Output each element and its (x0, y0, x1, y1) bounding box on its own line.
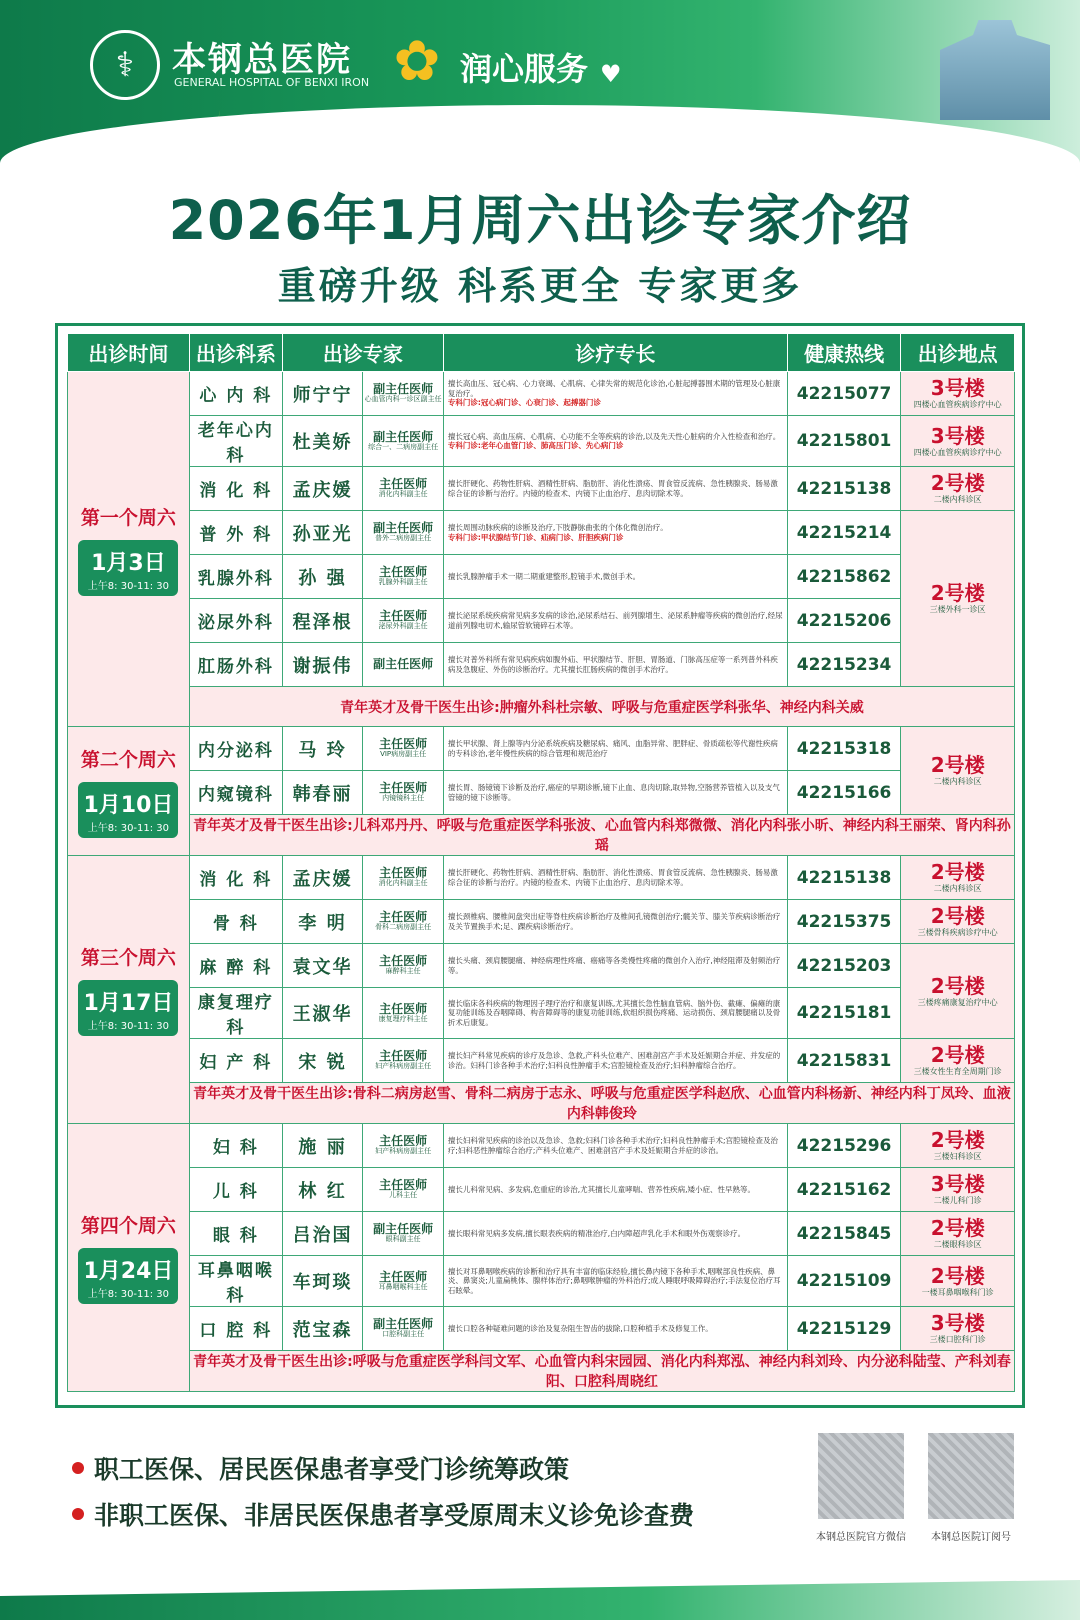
doctor-position: 妇产科病房副主任 (375, 1147, 432, 1156)
week-label: 第二个周六 (80, 748, 176, 771)
table-row (68, 944, 1015, 988)
youth-doctors-cell: 青年英才及骨干医生出诊:呼吸与危重症医学科闫文军、心血管内科宋园园、消化内科郑泓、神经内科刘玲、内分泌科陆莹、产科刘春阳、口腔科周晓红 (189, 1351, 1014, 1392)
specialty-cell (443, 900, 787, 944)
specialty-cell (443, 467, 787, 511)
doctor-title-cell (363, 511, 444, 555)
department-cell: 消 化 科 (189, 467, 282, 511)
specialty-cell (443, 372, 787, 416)
phone-cell: 42215181 (787, 988, 901, 1039)
doctor-name-cell: 吕治国 (282, 1212, 363, 1256)
specialty-text: 擅长泌尿系统疾病常见病多发病的诊治,泌尿系结石、前列腺增生、泌尿系肿瘤等疾病的微创治疗,经尿道前列腺电切术,输尿管软镜碎石术等。 (447, 611, 783, 630)
location-cell (901, 416, 1015, 467)
location-floor: 三楼口腔科门诊 (929, 1335, 986, 1344)
column-header: 出诊地点 (901, 334, 1015, 372)
table-row (68, 1212, 1015, 1256)
phone-cell: 42215138 (787, 467, 901, 511)
doctor-title: 副主任医师 (373, 521, 434, 536)
specialty-cell (443, 1307, 787, 1351)
table-row (68, 1124, 1015, 1168)
policy-bullets (72, 1450, 694, 1542)
location-building: 2号楼 (930, 860, 985, 884)
date-badge (78, 980, 178, 1036)
youth-row (68, 1083, 1015, 1124)
department-cell: 心 内 科 (189, 372, 282, 416)
phone-cell: 42215375 (787, 900, 901, 944)
location-cell (901, 511, 1015, 687)
phone-cell: 42215296 (787, 1124, 901, 1168)
doctor-title: 主任医师 (379, 954, 428, 969)
hospital-logo: ⚕ (90, 30, 160, 100)
location-building: 3号楼 (930, 1172, 985, 1196)
policy-text: 职工医保、居民医保患者享受门诊统筹政策 (94, 1455, 570, 1484)
location-floor: 四楼心血管疾病诊疗中心 (913, 400, 1002, 409)
specialty-cell (443, 599, 787, 643)
specialty-cell (443, 771, 787, 815)
doctor-name-cell: 杜美娇 (282, 416, 363, 467)
phone-cell: 42215214 (787, 511, 901, 555)
specialty-cell (443, 555, 787, 599)
location-cell (901, 727, 1015, 815)
doctor-title-cell (363, 599, 444, 643)
doctor-title: 主任医师 (379, 1001, 428, 1016)
phone-cell: 42215831 (787, 1039, 901, 1083)
doctor-name-cell: 谢振伟 (282, 643, 363, 687)
date-badge (78, 540, 178, 596)
time-text: 上午8: 30-11: 30 (87, 1021, 170, 1032)
table-row (68, 1039, 1015, 1083)
week-label: 第三个周六 (80, 947, 176, 969)
date-text: 1月3日 (91, 550, 166, 576)
policy-bullet (72, 1450, 694, 1486)
doctor-title-cell (363, 727, 444, 771)
column-header: 出诊时间 (68, 334, 190, 372)
youth-row (68, 687, 1015, 727)
doctor-title-cell (363, 1212, 444, 1256)
phone-cell: 42215845 (787, 1212, 901, 1256)
specialty-text: 擅长头痛、颈肩腰腿痛、神经病理性疼痛、癌痛等各类慢性疼痛的微创介入治疗,神经阻滞及射频治疗等。 (447, 956, 781, 975)
location-floor: 三楼骨科疾病诊疗中心 (917, 928, 998, 937)
specialty-cell (443, 1212, 787, 1256)
doctor-title: 主任医师 (379, 781, 428, 796)
location-building: 2号楼 (930, 753, 985, 777)
table-row (68, 511, 1015, 555)
phone-cell: 42215129 (787, 1307, 901, 1351)
location-building: 2号楼 (930, 904, 985, 928)
policy-text: 非职工医保、非居民医保患者享受原周末义诊免诊查费 (94, 1501, 695, 1530)
location-cell (901, 1168, 1015, 1212)
location-floor: 三楼疼痛康复治疗中心 (917, 997, 998, 1007)
column-header: 出诊科系 (189, 334, 282, 372)
department-cell: 眼 科 (189, 1212, 282, 1256)
doctor-name-cell: 韩春丽 (282, 771, 363, 815)
specialty-cell (443, 1039, 787, 1083)
specialty-text: 擅长口腔各种疑难问题的诊治及复杂阻生智齿的拔除,口腔种植手术及修复工作。 (447, 1323, 713, 1333)
department-cell: 骨 科 (189, 900, 282, 944)
qr-label: 本钢总医院订阅号 (931, 1532, 1011, 1543)
youth-doctors-cell: 青年英才及骨干医生出诊:儿科邓丹丹、呼吸与危重症医学科张波、心血管内科郑微微、消化内科张小昕、神经内科王丽荣、肾内科孙瑶 (189, 815, 1014, 856)
department-cell: 耳鼻咽喉科 (189, 1256, 282, 1307)
table-row (68, 900, 1015, 944)
specialty-text: 擅长对普外科所有常见病疾病如腹外疝、甲状腺结节、肝胆、胃肠道、门脉高压症等一系列普外科疾病及急腹症、外伤的诊断治疗。尤其擅长肛肠疾病的微创手术治疗。 (447, 655, 778, 674)
location-cell (901, 1212, 1015, 1256)
doctor-title: 主任医师 (379, 1269, 428, 1284)
specialty-cell (443, 416, 787, 467)
location-building: 3号楼 (930, 423, 985, 448)
bullet-dot-icon (72, 1462, 84, 1474)
table-row (68, 643, 1015, 687)
doctor-position: 骨科二病房副主任 (375, 923, 432, 932)
column-header: 出诊专家 (282, 334, 443, 372)
doctor-title: 主任医师 (379, 477, 428, 492)
table-row (68, 1256, 1015, 1307)
doctor-title-cell (363, 856, 444, 900)
specialty-text: 擅长临床各科疾病的物理因子理疗治疗和康复训练,尤其擅长急性脑血管病、脑外伤、截瘫、偏瘫的康复功能训练及吞咽障碍、构音障碍等的康复功能训练,软组织损伤疼痛、运动损伤、颈肩腰腿痛以及骨折术后康复。 (447, 998, 781, 1027)
department-cell: 麻 醉 科 (189, 944, 282, 988)
table-row (68, 988, 1015, 1039)
doctor-name-cell: 孟庆媛 (282, 467, 363, 511)
doctor-title-cell (363, 1124, 444, 1168)
specialty-text: 擅长儿科常见病、多发病,危重症的诊治,尤其擅长儿童哮喘、营养性疾病,矮小症、性早熟等。 (447, 1184, 756, 1194)
special-clinic-text: 专科门诊:冠心病门诊、心衰门诊、起搏器门诊 (447, 398, 601, 408)
doctor-name-cell: 程泽根 (282, 599, 363, 643)
doctor-title-cell (363, 555, 444, 599)
doctor-position: 康复理疗科主任 (378, 1014, 428, 1023)
specialty-cell (443, 511, 787, 555)
location-floor: 二楼儿科门诊 (933, 1196, 982, 1205)
doctor-title-cell (363, 416, 444, 467)
doctor-title: 副主任医师 (373, 429, 434, 444)
location-cell (901, 467, 1015, 511)
department-cell: 内窥镜科 (189, 771, 282, 815)
heart-icon: ♥ (600, 60, 622, 88)
table-row (68, 416, 1015, 467)
time-text: 上午8: 30-11: 30 (87, 580, 170, 592)
department-cell: 泌尿外科 (189, 599, 282, 643)
phone-cell: 42215109 (787, 1256, 901, 1307)
doctor-title: 主任医师 (379, 1049, 428, 1064)
hospital-en-name: GENERAL HOSPITAL OF BENXI IRON (174, 76, 370, 89)
table-row (68, 599, 1015, 643)
location-cell (901, 900, 1015, 944)
location-floor: 三楼妇科诊区 (933, 1152, 982, 1161)
table-row (68, 1168, 1015, 1212)
doctor-name-cell: 孟庆媛 (282, 856, 363, 900)
department-cell: 消 化 科 (189, 856, 282, 900)
phone-cell: 42215862 (787, 555, 901, 599)
department-cell: 康复理疗科 (189, 988, 282, 1039)
doctor-title: 主任医师 (379, 737, 428, 752)
doctor-position: 消化内科副主任 (378, 490, 428, 499)
location-building: 2号楼 (930, 471, 985, 495)
department-cell: 妇 科 (189, 1124, 282, 1168)
phone-cell: 42215077 (787, 372, 901, 416)
table-row (68, 372, 1015, 416)
location-floor: 二楼眼科诊区 (933, 1240, 982, 1249)
schedule-frame (55, 323, 1025, 1408)
specialty-cell (443, 1124, 787, 1168)
table-row (68, 856, 1015, 900)
location-floor: 四楼心血管疾病诊疗中心 (913, 447, 1002, 457)
doctor-title-cell (363, 1039, 444, 1083)
location-building: 3号楼 (930, 1311, 985, 1335)
date-text: 1月10日 (83, 792, 174, 818)
special-clinic-text: 专科门诊:甲状腺结节门诊、疝病门诊、肝胆疾病门诊 (447, 532, 624, 542)
youth-doctors-cell: 青年英才及骨干医生出诊:肿瘤外科杜宗敏、呼吸与危重症医学科张华、神经内科关威 (189, 687, 1014, 727)
location-building: 2号楼 (930, 581, 985, 605)
flower-logo-icon: ✿ (393, 28, 441, 94)
location-cell (901, 944, 1015, 1039)
week-date-cell (68, 856, 190, 1124)
location-floor: 一楼耳鼻咽喉科门诊 (921, 1287, 994, 1297)
location-cell (901, 372, 1015, 416)
specialty-text: 擅长肝硬化、药物性肝病、酒精性肝病、脂肪肝、消化性溃疡、胃食管反流病、急性胰腺炎、肠易激综合征的诊断与治疗。内镜的检查术、内镜下止血治疗、息肉切除术等。 (447, 868, 778, 887)
doctor-title: 副主任医师 (373, 382, 434, 397)
phone-cell: 42215801 (787, 416, 901, 467)
location-cell (901, 1124, 1015, 1168)
week-label: 第一个周六 (80, 506, 176, 529)
doctor-title-cell (363, 944, 444, 988)
specialty-text: 擅长高血压、冠心病、心力衰竭、心肌病、心律失常的规范化诊治,心脏起搏器围术期的管理及心脏康复治疗。 (447, 379, 781, 398)
department-cell: 儿 科 (189, 1168, 282, 1212)
location-building: 2号楼 (930, 973, 985, 998)
phone-cell: 42215166 (787, 771, 901, 815)
doctor-name-cell: 马 玲 (282, 727, 363, 771)
department-cell: 乳腺外科 (189, 555, 282, 599)
specialty-text: 擅长眼科常见病多发病,擅长眼表疾病的精准治疗,白内障超声乳化手术和眼外伤观察诊疗。 (447, 1228, 746, 1238)
doctor-position: 消化内科副主任 (378, 879, 428, 888)
doctor-position: 心血管内科一诊区副主任 (364, 395, 442, 404)
table-row (68, 555, 1015, 599)
week-label: 第四个周六 (80, 1215, 176, 1237)
department-cell: 妇 产 科 (189, 1039, 282, 1083)
week-date-cell (68, 1124, 190, 1392)
doctor-title: 主任医师 (379, 1178, 428, 1193)
doctor-title-cell (363, 1256, 444, 1307)
specialty-text: 擅长颈椎病、腰椎间盘突出症等脊柱疾病诊断治疗及椎间孔镜微创治疗;髋关节、膝关节疾病诊断治疗及关节置换手术;足、踝疾病诊断治疗。 (447, 912, 781, 931)
hospital-name: 本钢总医院 (172, 40, 352, 80)
location-floor: 二楼内科诊区 (933, 495, 982, 504)
table-row (68, 771, 1015, 815)
location-building: 3号楼 (930, 376, 985, 400)
doctor-position: 综合一、二病房副主任 (368, 442, 439, 451)
doctor-title: 主任医师 (379, 910, 428, 925)
column-header: 诊疗专长 (443, 334, 787, 372)
doctor-name-cell: 宋 锐 (282, 1039, 363, 1083)
schedule-table (67, 333, 1015, 1392)
specialty-cell (443, 1168, 787, 1212)
doctor-position: 耳鼻咽喉科主任 (378, 1282, 428, 1291)
doctor-position: 内镜镜科主任 (382, 794, 425, 803)
department-cell: 肛肠外科 (189, 643, 282, 687)
table-row (68, 1307, 1015, 1351)
location-floor: 二楼内科诊区 (933, 777, 982, 786)
time-text: 上午8: 30-11: 30 (87, 822, 170, 834)
location-building: 2号楼 (930, 1263, 985, 1288)
doctor-name-cell: 孙亚光 (282, 511, 363, 555)
doctor-name-cell: 王淑华 (282, 988, 363, 1039)
department-cell: 普 外 科 (189, 511, 282, 555)
specialty-cell (443, 727, 787, 771)
wechat-qr-code (818, 1433, 904, 1519)
page-subtitle: 重磅升级 科系更全 专家更多 (277, 264, 803, 308)
doctor-name-cell: 孙 强 (282, 555, 363, 599)
doctor-name-cell: 施 丽 (282, 1124, 363, 1168)
specialty-text: 擅长甲状腺、肾上腺等内分泌系统疾病及糖尿病、痛风、血脂异常、肥胖症、骨质疏松等代谢性疾病的专科诊治,老年慢性疾病的综合管理和规范治疗 (447, 739, 778, 758)
location-building: 2号楼 (930, 1043, 985, 1067)
location-floor: 三楼外科一诊区 (929, 605, 986, 614)
doctor-position: 麻醉科主任 (385, 967, 421, 976)
slogan: 润心服务 (460, 50, 589, 88)
doctor-position: 普外二病房副主任 (375, 534, 432, 543)
policy-bullet (72, 1496, 694, 1532)
doctor-title-cell (363, 771, 444, 815)
doctor-title-cell (363, 1168, 444, 1212)
date-badge (78, 1248, 178, 1304)
doctor-position: 儿科主任 (389, 1191, 418, 1200)
doctor-name-cell: 袁文华 (282, 944, 363, 988)
youth-row (68, 815, 1015, 856)
doctor-name-cell: 李 明 (282, 900, 363, 944)
phone-cell: 42215318 (787, 727, 901, 771)
specialty-cell (443, 856, 787, 900)
location-floor: 二楼内科诊区 (933, 884, 982, 893)
doctor-name-cell: 师宁宁 (282, 372, 363, 416)
page-title: 2026年1月周六出诊专家介绍 (168, 189, 912, 252)
doctor-title-cell (363, 372, 444, 416)
doctor-name-cell: 范宝森 (282, 1307, 363, 1351)
specialty-text: 擅长对耳鼻咽喉疾病的诊断和治疗具有丰富的临床经验,擅长鼻内镜下各种手术,咽喉部良性疾病、鼻炎、鼻窦炎;儿童扁桃体、腺样体治疗;鼻咽喉肿瘤的外科治疗;成人睡眠呼吸障碍治疗;手法复位治疗耳石眩晕。 (447, 1266, 781, 1295)
doctor-title: 主任医师 (379, 565, 428, 580)
phone-cell: 42215234 (787, 643, 901, 687)
doctor-position: 口腔科副主任 (382, 1330, 425, 1339)
footer-stripe (0, 1580, 1080, 1620)
doctor-title-cell (363, 988, 444, 1039)
date-text: 1月24日 (83, 1259, 174, 1284)
week-date-cell (68, 727, 190, 856)
location-floor: 三楼女性生育全周期门诊 (913, 1067, 1002, 1076)
phone-cell: 42215138 (787, 856, 901, 900)
specialty-cell (443, 944, 787, 988)
doctor-title: 主任医师 (379, 609, 428, 624)
column-header: 健康热线 (787, 334, 901, 372)
youth-doctors-cell: 青年英才及骨干医生出诊:骨科二病房赵雪、骨科二病房于志永、呼吸与危重症医学科赵欣、心血管内科杨新、神经内科丁凤玲、血液内科韩俊玲 (189, 1083, 1014, 1124)
department-cell: 老年心内科 (189, 416, 282, 467)
specialty-cell (443, 988, 787, 1039)
date-text: 1月17日 (83, 991, 174, 1016)
specialty-cell (443, 643, 787, 687)
doctor-title-cell (363, 900, 444, 944)
date-badge (78, 782, 178, 838)
specialty-text: 擅长周围动脉疾病的诊断及治疗,下肢静脉曲张的个体化微创治疗。 (447, 523, 668, 533)
special-clinic-text: 专科门诊:老年心血管门诊、肺高压门诊、先心病门诊 (447, 441, 624, 450)
doctor-name-cell: 林 红 (282, 1168, 363, 1212)
hospital-building-image (940, 20, 1050, 120)
phone-cell: 42215162 (787, 1168, 901, 1212)
specialty-text: 擅长乳腺肿瘤手术一期二期重建整形,腔镜手术,微创手术。 (447, 571, 641, 581)
specialty-cell (443, 1256, 787, 1307)
doctor-title: 主任医师 (379, 1134, 428, 1149)
week-date-cell (68, 372, 190, 727)
doctor-position: VIP病房副主任 (380, 750, 427, 759)
phone-cell: 42215206 (787, 599, 901, 643)
table-header-row (68, 334, 1015, 372)
doctor-title: 副主任医师 (373, 656, 434, 671)
location-cell (901, 856, 1015, 900)
doctor-title: 主任医师 (379, 866, 428, 881)
location-cell (901, 1256, 1015, 1307)
specialty-text: 擅长妇科常见疾病的诊治以及急诊、急救;妇科门诊各种手术治疗;妇科良性肿瘤手术;宫腔镜检查及治疗;妇科恶性肿瘤综合治疗;产科头位难产、困难剖宫产手术及妊娠期合并症的诊治。 (447, 1136, 778, 1155)
doctor-title-cell (363, 1307, 444, 1351)
youth-row (68, 1351, 1015, 1392)
doctor-title-cell (363, 643, 444, 687)
doctor-position: 泌尿外科副主任 (378, 622, 428, 631)
location-cell (901, 1307, 1015, 1351)
doctor-title-cell (363, 467, 444, 511)
doctor-title: 副主任医师 (373, 1317, 434, 1332)
qr-label: 本钢总医院官方微信 (816, 1532, 906, 1543)
table-row (68, 467, 1015, 511)
doctor-title: 副主任医师 (373, 1222, 434, 1237)
subscription-qr-code (928, 1433, 1014, 1519)
doctor-position: 眼科副主任 (385, 1235, 421, 1244)
department-cell: 口 腔 科 (189, 1307, 282, 1351)
phone-cell: 42215203 (787, 944, 901, 988)
doctor-position: 妇产科病房副主任 (375, 1062, 432, 1071)
department-cell: 内分泌科 (189, 727, 282, 771)
specialty-text: 擅长妇产科常见疾病的诊疗及急诊、急救,产科头位难产、困难剖宫产手术及妊娠期合并症、并发症的诊治。妇科门诊各种手术治疗;妇科良性肿瘤手术;宫腔镜检查及治疗;妇科肿瘤综合治疗。 (447, 1051, 781, 1070)
location-cell (901, 1039, 1015, 1083)
table-row (68, 727, 1015, 771)
specialty-text: 擅长胃、肠镜镜下诊断及治疗,癌症的早期诊断,镜下止血、息肉切除,取异物,空肠营养管植入以及支气管镜的镜下诊断等。 (447, 783, 780, 802)
location-building: 2号楼 (930, 1216, 985, 1240)
doctor-name-cell: 车珂琰 (282, 1256, 363, 1307)
doctor-position: 乳腺外科副主任 (378, 578, 428, 587)
time-text: 上午8: 30-11: 30 (87, 1289, 170, 1300)
location-building: 2号楼 (930, 1128, 985, 1152)
specialty-text: 擅长冠心病、高血压病、心肌病、心功能不全等疾病的诊治,以及先天性心脏病的介入性检查和治疗。 (447, 431, 781, 441)
specialty-text: 擅长肝硬化、药物性肝病、酒精性肝病、脂肪肝、消化性溃疡、胃食管反流病、急性胰腺炎、肠易激综合征的诊断与治疗。内镜的检查术、内镜下止血治疗、息肉切除术等。 (447, 479, 778, 498)
bullet-dot-icon (72, 1508, 84, 1520)
